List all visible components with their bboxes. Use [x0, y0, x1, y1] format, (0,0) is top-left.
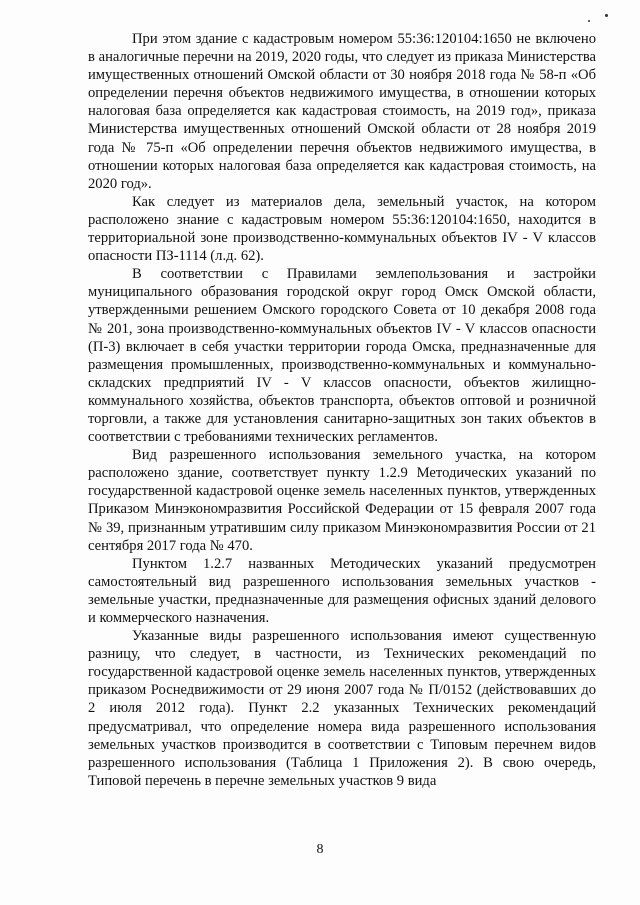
paragraph: Указанные виды разрешенного использования имеют существенную разницу, что следует, в частности, из Технических рекомендаций по государственной кадастровой оценке земель населенных пунктов, утвержденных приказом Роснедвижимости от 29 июня 2007 года № П/0152 (действовавших до 2 июля 2012 года). Пункт 2.2 указанных Технических рекомендаций предусматривал, что определение номера вида разрешенного использования земельных участков производится в соответствии с Типовым перечнем видов разрешенного использования (Таблица 1 Приложения 2). В свою очередь, Типовой перечень в перечне земельных участков 9 вида	[88, 628, 596, 789]
paragraph: В соответствии с Правилами землепользования и застройки муниципального образования городской округ город Омск Омской области, утвержденными решением Омского городского Совета от 10 декабря 2008 года № 201, зона производственно-коммунальных объектов IV - V классов опасности (П-3) включает в себя участки территории города Омска, предназначенные для размещения промышленных, производственно-коммунальных и коммунально-складских предприятий IV - V классов опасности, объектов жилищно-коммунального хозяйства, объектов транспорта, объектов оптовой и розничной торговли, а также для установления санитарно-защитных зон таких объектов в соответствии с требованиями технических регламентов.	[88, 266, 596, 446]
paragraph: Вид разрешенного использования земельного участка, на котором расположено здание, соответствует пункту 1.2.9 Методических указаний по государственной кадастровой оценке земель населенных пунктов, утвержденных Приказом Минэкономразвития Российской Федерации от 15 февраля 2007 года № 39, признанным утратившим силу приказом Минэкономразвития России от 21 сентября 2017 года № 470.	[88, 447, 596, 554]
scan-speck	[605, 14, 608, 17]
scan-speck	[588, 20, 590, 22]
paragraph: Как следует из материалов дела, земельный участок, на котором расположено знание с кадастровым номером 55:36:120104:1650, находится в территориальной зоне производственно-коммунальных объектов IV - V классов опасности ПЗ-1114 (л.д. 62).	[88, 193, 596, 265]
page-number: 8	[316, 842, 324, 857]
document-body	[88, 30, 596, 790]
paragraph: Пунктом 1.2.7 названных Методических указаний предусмотрен самостоятельный вид разрешенного использования земельных участков - земельные участки, предназначенные для размещения офисных зданий делового и коммерческого назначения.	[88, 555, 596, 626]
paragraph: При этом здание с кадастровым номером 55:36:120104:1650 не включено в аналогичные перечни на 2019, 2020 годы, что следует из приказа Министерства имущественных отношений Омской области от 30 ноября 2018 года № 58-п «Об определении перечня объектов недвижимого имущества, в отношении которых налоговая база определяется как кадастровая стоимость, на 2019 год», приказа Министерства имущественных отношений Омской области от 28 ноября 2019 года № 75-п «Об определении перечня объектов недвижимого имущества, в отношении которых налоговая база определяется как кадастровая стоимость, на 2020 год».	[88, 31, 596, 192]
